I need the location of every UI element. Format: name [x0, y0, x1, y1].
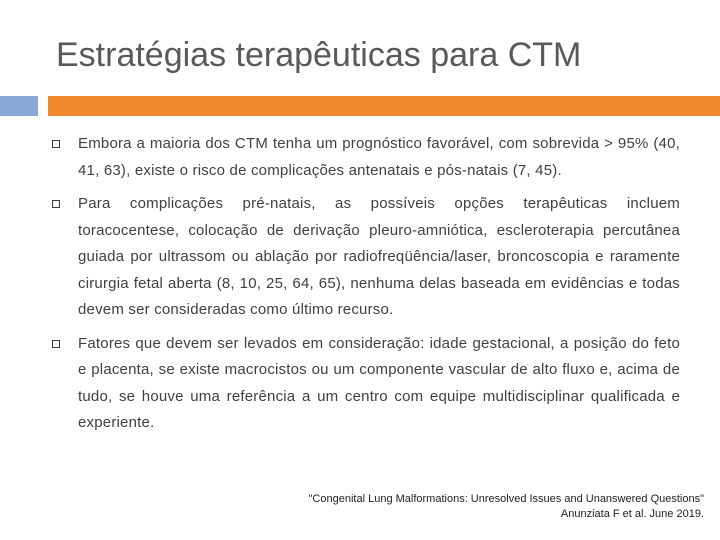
square-bullet-icon	[52, 340, 60, 348]
citation-author: Anunziata F et al. June 2019.	[560, 508, 704, 520]
slide-title: Estratégias terapêuticas para CTM	[56, 36, 582, 74]
bullet-item	[52, 131, 680, 184]
citation	[309, 492, 704, 522]
bullet-text: Fatores que devem ser levados em consideração: idade gestacional, a posição do feto e placenta, se existe macrocistos ou um componente vascular de alto fluxo e, acima de tudo, se houve uma referência a um centro com equipe multidisciplinar qualificada e experiente.	[78, 334, 680, 431]
citation-title: "Congenital Lung Malformations: Unresolved Issues and Unanswered Questions"	[308, 493, 704, 505]
bullet-item	[52, 331, 680, 437]
accent-bar-left	[0, 96, 38, 116]
bullet-text: Embora a maioria dos CTM tenha um prognóstico favorável, com sobrevida > 95% (40, 41, 63), existe o risco de complicações antenatais e pós-natais (7, 45).	[78, 135, 680, 179]
accent-bar-right	[48, 96, 720, 116]
bullet-text: Para complicações pré-natais, as possíveis opções terapêuticas incluem toracocentese, colocação de derivação pleuro-amniótica, escleroterapia percutânea guiada por ultrassom ou ablação por radiofreqüência/laser, broncoscopia e raramente cirurgia fetal aberta (8, 10, 25, 64, 65), nenhuma delas baseada em evidências e todas devem ser consideradas como último recurso.	[78, 195, 680, 318]
bullet-item	[52, 191, 680, 324]
bullet-list	[52, 131, 680, 444]
square-bullet-icon	[52, 200, 60, 208]
square-bullet-icon	[52, 140, 60, 148]
